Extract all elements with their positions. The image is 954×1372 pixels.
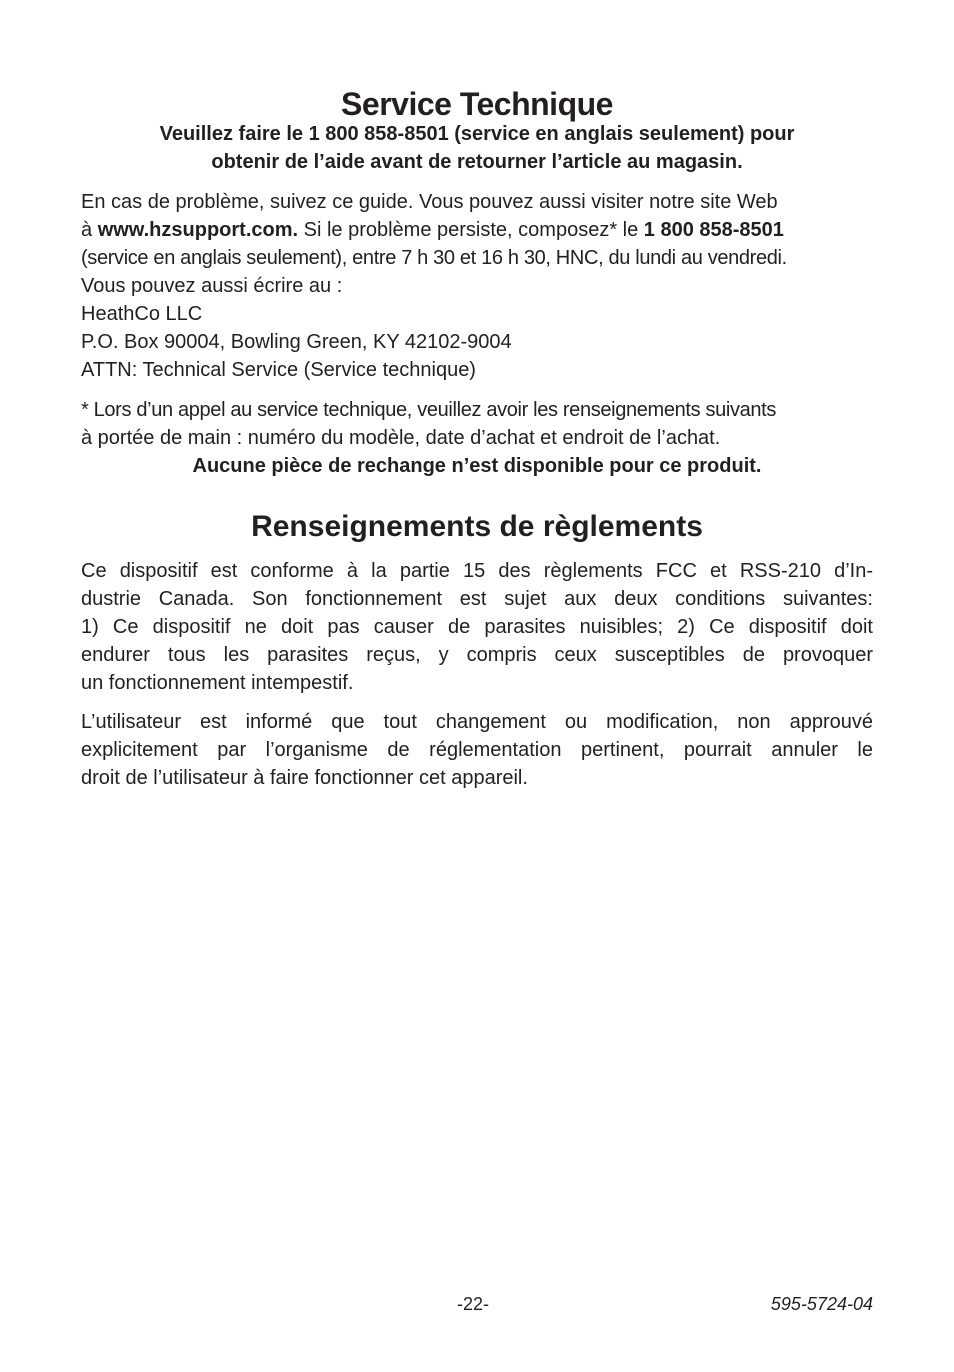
address-attn: ATTN: Technical Service (Service technique) xyxy=(81,359,476,381)
support-phone-number: 1 800 858-8501 xyxy=(643,219,784,241)
contact-line: (service en anglais seulement), entre 7 h 30 et 16 h 30, HNC, du lundi au vendredi. xyxy=(81,247,787,269)
modification-paragraph xyxy=(81,708,873,792)
address-street: P.O. Box 90004, Bowling Green, KY 42102-9004 xyxy=(81,331,512,353)
fcc-line: endurer tous les parasites reçus, y compris ceux susceptibles de provoquer xyxy=(81,644,873,666)
fcc-line: dustrie Canada. Son fonctionnement est sujet aux deux conditions suivantes: xyxy=(81,588,873,610)
contact-line: à www.hzsupport.com. Si le problème persiste, composez* le 1 800 858-8501 xyxy=(81,219,784,241)
modification-line: L’utilisateur est informé que tout changement ou modification, non approuvé xyxy=(81,711,873,733)
document-code: 595-5724-04 xyxy=(770,1294,873,1314)
fcc-line: 1) Ce dispositif ne doit pas causer de parasites nuisibles; 2) Ce dispositif doit xyxy=(81,616,873,638)
page-number: -22- xyxy=(456,1294,489,1314)
contact-line: En cas de problème, suivez ce guide. Vous pouvez aussi visiter notre site Web xyxy=(81,191,778,213)
note-line: à portée de main : numéro du modèle, date d’achat et endroit de l’achat. xyxy=(81,427,721,449)
fcc-line: un fonctionnement intempestif. xyxy=(81,672,354,694)
modification-line: explicitement par l’organisme de réglementation pertinent, pourrait annuler le xyxy=(81,739,873,761)
contact-line: Vous pouvez aussi écrire au : xyxy=(81,275,343,297)
support-website-link[interactable]: www.hzsupport.com. xyxy=(97,219,299,241)
contact-paragraph xyxy=(81,188,873,384)
note-line: * Lors d’un appel au service technique, veuillez avoir les renseignements suivants xyxy=(81,399,777,421)
callout-line: obtenir de l’aide avant de retourner l’article au magasin. xyxy=(211,151,743,173)
fcc-paragraph xyxy=(81,557,873,697)
modification-line: droit de l’utilisateur à faire fonctionner cet appareil. xyxy=(81,767,528,789)
info-note xyxy=(81,396,873,480)
callout-line: Veuillez faire le 1 800 858-8501 (service en anglais seulement) pour xyxy=(159,123,795,145)
support-callout xyxy=(81,120,873,176)
address-company: HeathCo LLC xyxy=(81,303,203,325)
no-parts-notice: Aucune pièce de rechange n’est disponible pour ce produit. xyxy=(192,455,762,477)
service-title: Service Technique xyxy=(341,86,613,122)
regulations-title: Renseignements de règlements xyxy=(251,510,703,543)
fcc-line: Ce dispositif est conforme à la partie 15 des règlements FCC et RSS-210 d’In- xyxy=(81,560,873,582)
